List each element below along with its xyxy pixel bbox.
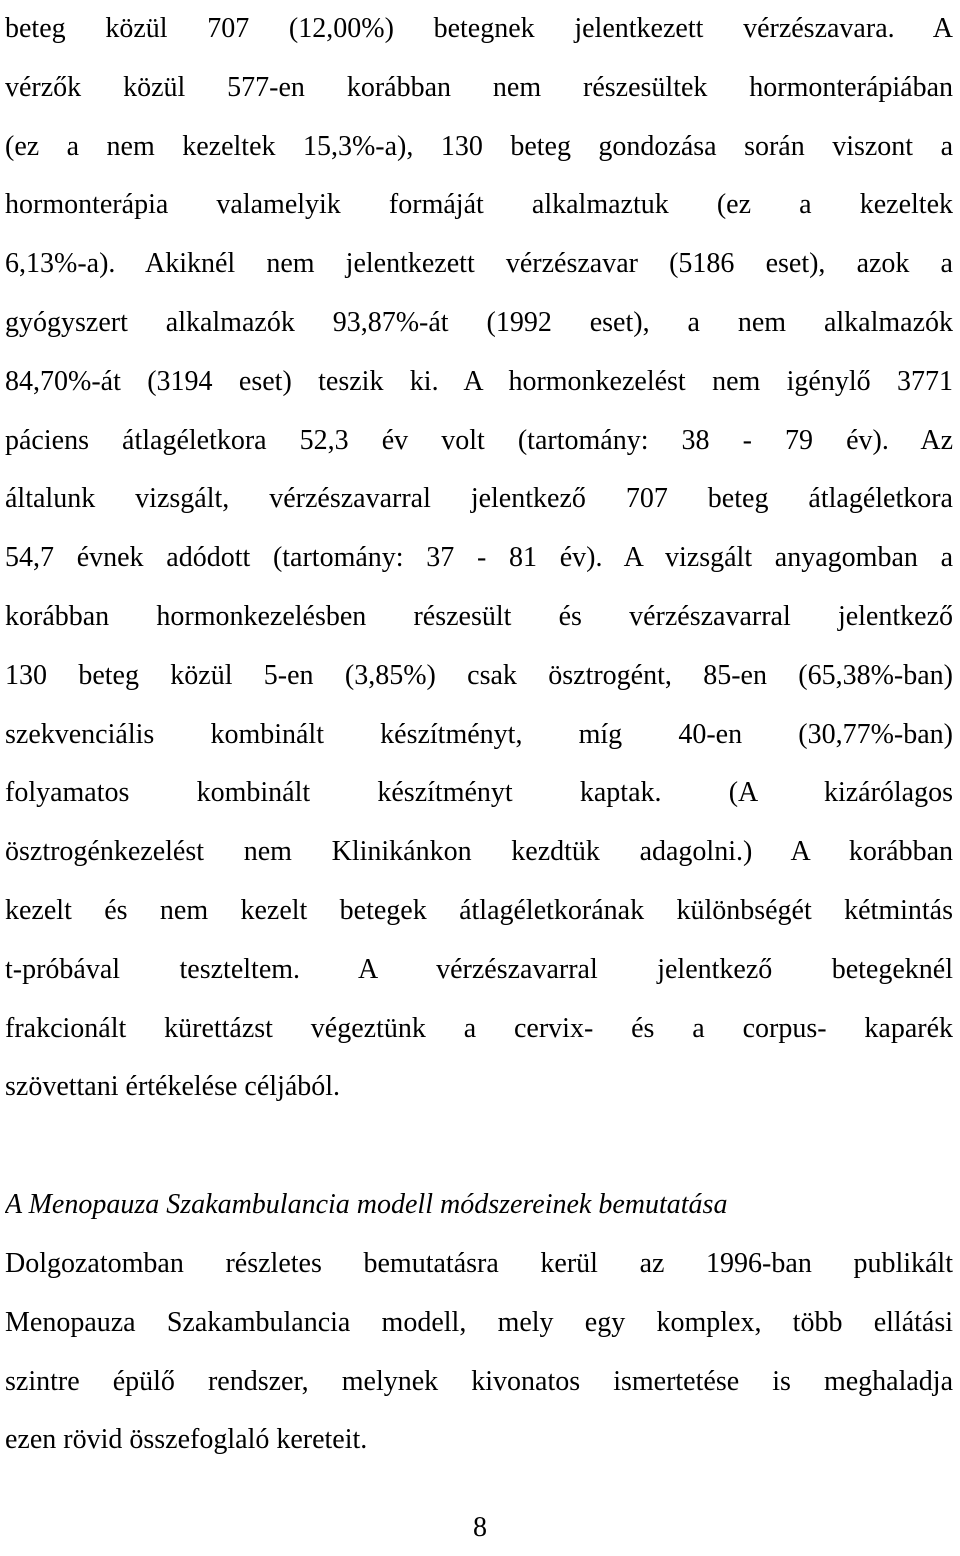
text-line: 84,70%-át (3194 eset) teszik ki. A hormonkezelést nem igénylő 3771 <box>5 365 953 397</box>
text-line: Menopauza Szakambulancia modell, mely egy komplex, több ellátási <box>5 1306 953 1338</box>
body-paragraph-1 <box>5 0 953 1117</box>
text-line: vérzők közül 577-en korábban nem részesültek hormonterápiában <box>5 71 953 103</box>
text-line: beteg közül 707 (12,00%) betegnek jelentkezett vérzészavara. A <box>5 13 953 44</box>
text-line: 130 beteg közül 5-en (3,85%) csak ösztrogént, 85-en (65,38%-ban) <box>5 659 953 691</box>
text-line: hormonterápia valamelyik formáját alkalmaztuk (ez a kezeltek <box>5 189 953 221</box>
text-line: páciens átlagéletkora 52,3 év volt (tartomány: 38 - 79 év). Az <box>5 424 953 456</box>
text-line: szövettani értékelése céljából. <box>5 1071 341 1103</box>
section-block <box>5 1176 953 1470</box>
text-line: általunk vizsgált, vérzészavarral jelentkező 707 beteg átlagéletkora <box>5 483 953 515</box>
page-number: 8 <box>473 1512 487 1543</box>
text-line: t-próbával teszteltem. A vérzészavarral jelentkező betegeknél <box>5 953 953 985</box>
text-line: korábban hormonkezelésben részesült és vérzészavarral jelentkező <box>5 600 953 632</box>
document-page <box>5 0 953 1470</box>
text-line: frakcionált kürettázst végeztünk a cervix- és a corpus- kaparék <box>5 1012 953 1044</box>
text-line: 54,7 évnek adódott (tartomány: 37 - 81 év). A vizsgált anyagomban a <box>5 542 953 574</box>
text-line: ösztrogénkezelést nem Klinikánkon kezdtük adagolni.) A korábban <box>5 836 953 868</box>
text-line: (ez a nem kezeltek 15,3%-a), 130 beteg gondozása során viszont a <box>5 130 953 162</box>
paragraph-gap <box>5 1117 953 1176</box>
text-line: szekvenciális kombinált készítményt, míg 40-en (30,77%-ban) <box>5 718 953 750</box>
text-line: ezen rövid összefoglaló kereteit. <box>5 1424 368 1456</box>
text-line: gyógyszert alkalmazók 93,87%-át (1992 eset), a nem alkalmazók <box>5 306 953 338</box>
text-line: folyamatos kombinált készítményt kaptak. (A kizárólagos <box>5 777 953 809</box>
text-line: szintre épülő rendszer, melynek kivonatos ismertetése is meghaladja <box>5 1365 953 1397</box>
text-line: kezelt és nem kezelt betegek átlagéletkorának különbségét kétmintás <box>5 894 953 926</box>
text-line: 6,13%-a). Akiknél nem jelentkezett vérzészavar (5186 eset), azok a <box>5 248 953 280</box>
section-heading: A Menopauza Szakambulancia modell módszereinek bemutatása <box>5 1189 728 1221</box>
text-line: Dolgozatomban részletes bemutatásra kerül az 1996-ban publikált <box>5 1247 953 1279</box>
